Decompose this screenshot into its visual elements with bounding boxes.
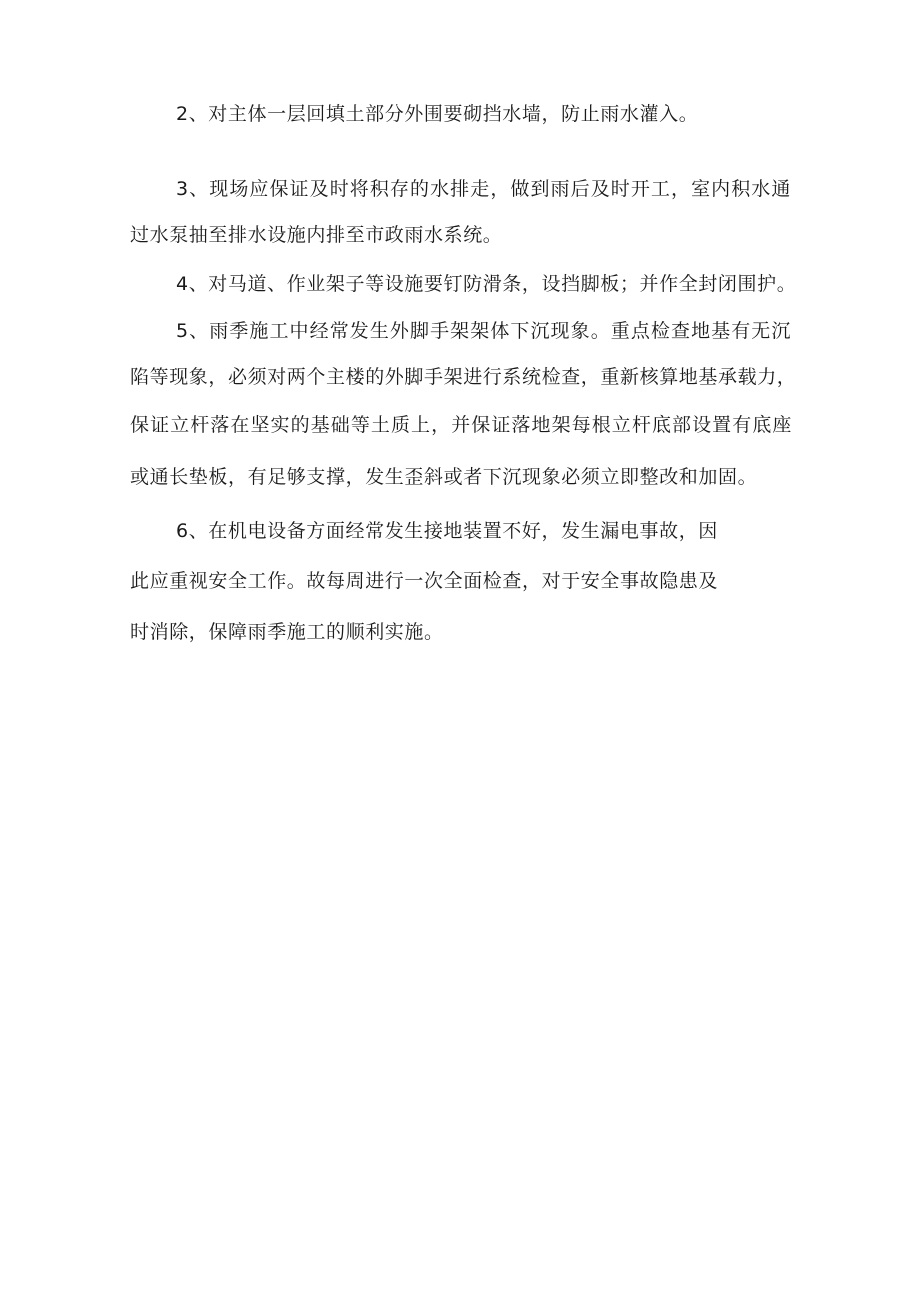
paragraph-6-line-1: 6、在机电设备方面经常发生接地装置不好，发生漏电事故，因 [176, 520, 718, 542]
paragraph-5-line-3: 保证立杆落在坚实的基础等土质上，并保证落地架每根立杆底部设置有底座 [130, 414, 792, 436]
paragraph-4-line-1: 4、对马道、作业架子等设施要钉防滑条，设挡脚板；并作全封闭围护。 [176, 273, 797, 295]
paragraph-5-line-1: 5、雨季施工中经常发生外脚手架架体下沉现象。重点检查地基有无沉 [176, 320, 791, 342]
paragraph-5-line-4: 或通长垫板，有足够支撑，发生歪斜或者下沉现象必须立即整改和加固。 [130, 466, 758, 488]
paragraph-5-line-2: 陷等现象，必须对两个主楼的外脚手架进行系统检查，重新核算地基承载力， [130, 366, 797, 388]
paragraph-6-line-2: 此应重视安全工作。故每周进行一次全面检查，对于安全事故隐患及 [130, 570, 719, 592]
paragraph-2-line-1: 2、对主体一层回填土部分外围要砌挡水墙，防止雨水灌入。 [176, 103, 699, 125]
paragraph-6-line-3: 时消除，保障雨季施工的顺利实施。 [130, 621, 444, 643]
paragraph-3-line-1: 3、现场应保证及时将积存的水排走，做到雨后及时开工，室内积水通 [176, 178, 791, 200]
paragraph-3-line-2: 过水泵抽至排水设施内排至市政雨水系统。 [130, 224, 503, 246]
